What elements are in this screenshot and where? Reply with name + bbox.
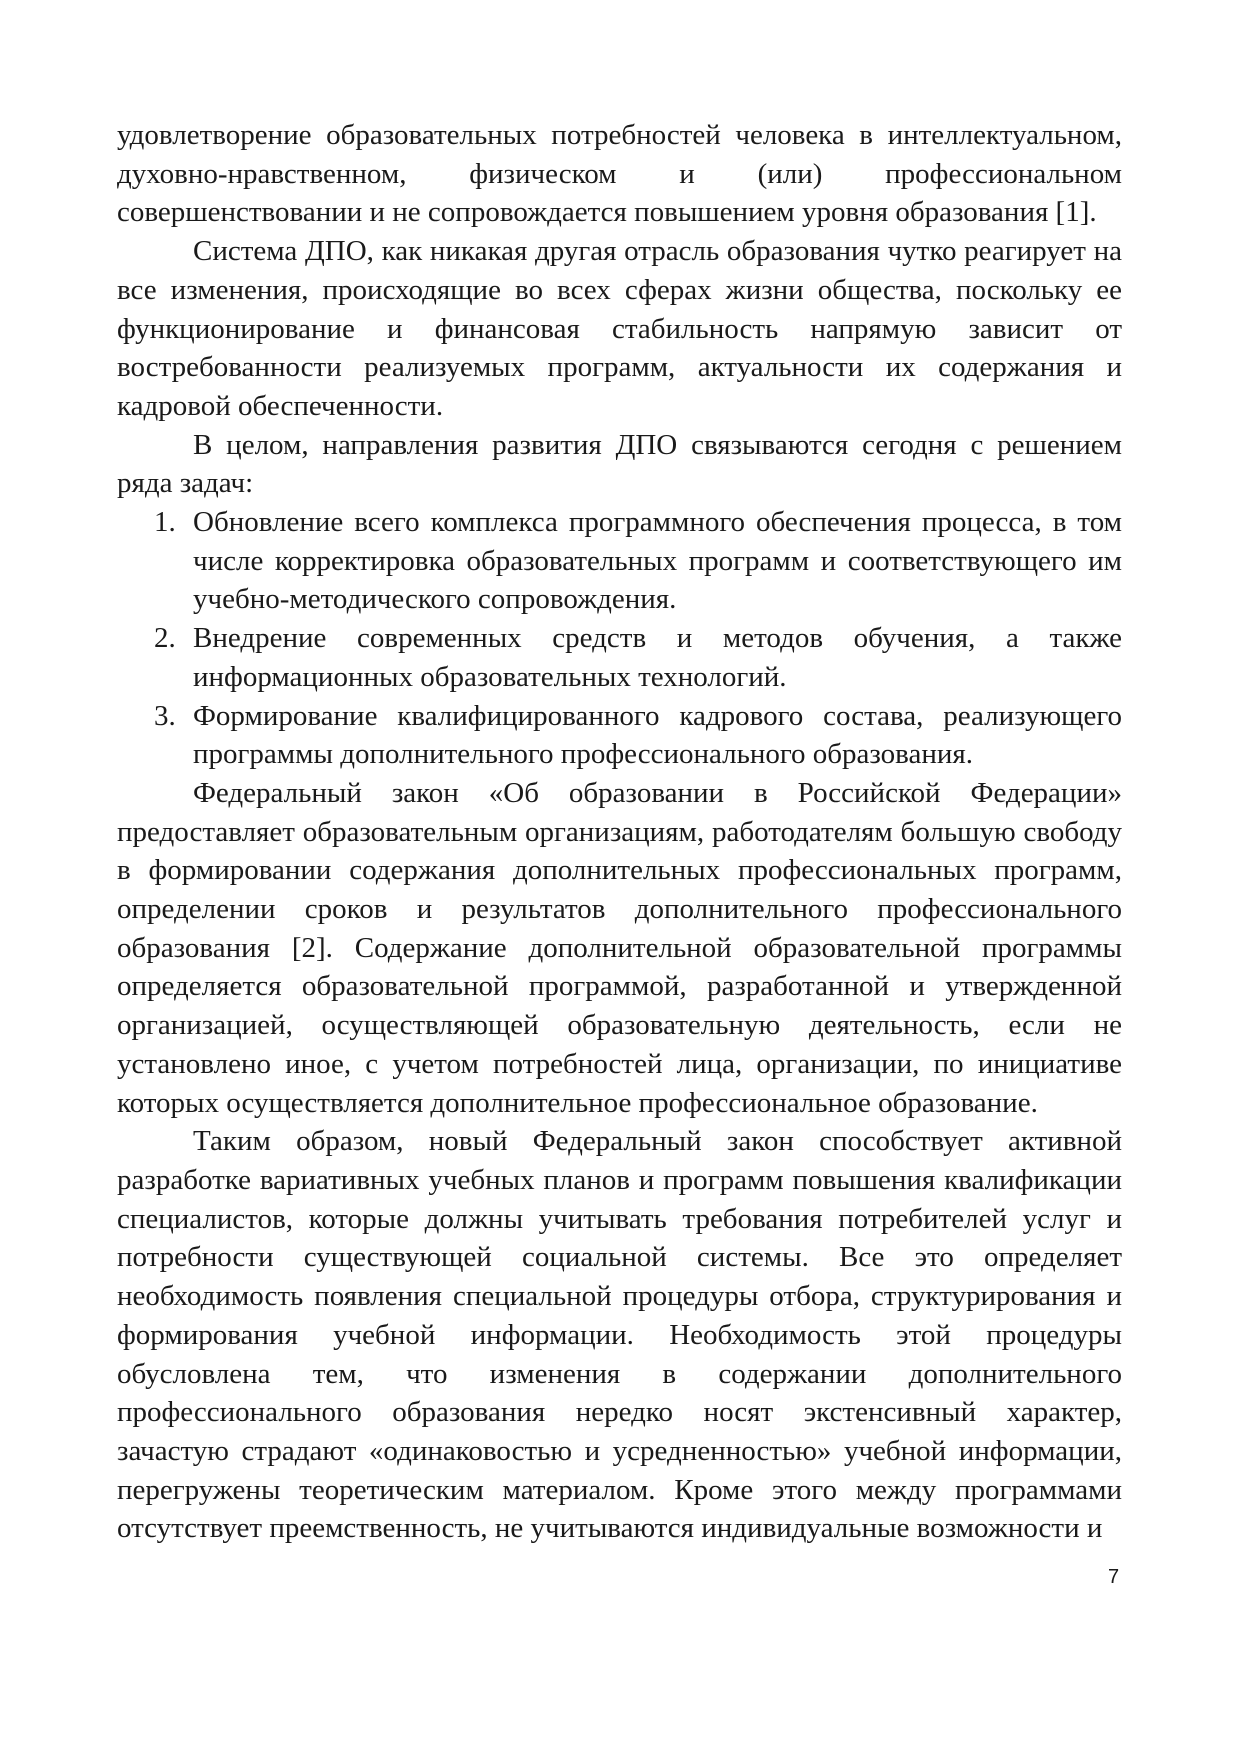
page-number: 7: [1108, 1566, 1120, 1588]
list-item-number: 1.: [154, 506, 176, 539]
list-item-number: 3.: [154, 699, 176, 732]
list-item-number: 2.: [154, 622, 176, 655]
paragraph-conclusion: Таким образом, новый Федеральный закон способствует активной разработке вариативных учебных планов и программ повышения квалификации специалистов, которые должны учитывать требования потребителей услуг и потребности существующей социальной системы. Все это определяет необходимость появления специальной процедуры отбора, структурирования и формирования учебной информации. Необходимость этой процедуры обусловлена тем, что изменения в содержании дополнительного профессионального образования нередко носят экстенсивный характер, зачастую страдают «одинаковостью и усредненностью» учебной информации, перегружены теоретическим материалом. Кроме этого между программами отсутствует преемственность, не учитываются индивидуальные возможности и: [117, 1125, 1122, 1545]
paragraph-federal-law: Федеральный закон «Об образовании в Российской Федерации» предоставляет образовательным организациям, работодателям большую свободу в формировании содержания дополнительных профессиональных программ, определении сроков и результатов дополнительного профессионального образования [2]. Содержание дополнительной образовательной программы определяется образовательной программой, разработанной и утвержденной организацией, осуществляющей образовательную деятельность, если не установлено иное, с учетом потребностей лица, организации, по инициативе которых осуществляется дополнительное профессиональное образование.: [117, 776, 1122, 1119]
list-item: [117, 697, 1122, 774]
paragraph-dpo-system: Система ДПО, как никакая другая отрасль образования чутко реагирует на все изменения, происходящие во всех сферах жизни общества, поскольку ее функционирование и финансовая стабильность напрямую зависит от востребованности реализуемых программ, актуальности их содержания и кадровой обеспеченности.: [117, 235, 1122, 422]
list-item-text: Внедрение современных средств и методов обучения, а также информационных образовательных технологий.: [193, 622, 1122, 693]
tasks-list: [117, 503, 1122, 774]
list-item-text: Обновление всего комплекса программного обеспечения процесса, в том числе корректировка образовательных программ и соответствующего им учебно-методического сопровождения.: [193, 506, 1122, 616]
list-item-text: Формирование квалифицированного кадрового состава, реализующего программы дополнительного профессионального образования.: [193, 699, 1122, 771]
list-item: [117, 619, 1122, 696]
paragraph-continuation: удовлетворение образовательных потребностей человека в интеллектуальном, духовно-нравственном, физическом и (или) профессиональном совершенствовании и не сопровождается повышением уровня образования [1].: [117, 119, 1122, 229]
body-text: [117, 116, 1122, 1548]
list-item: [117, 503, 1122, 619]
paragraph-development-directions: В целом, направления развития ДПО связываются сегодня с решением ряда задач:: [117, 428, 1122, 500]
